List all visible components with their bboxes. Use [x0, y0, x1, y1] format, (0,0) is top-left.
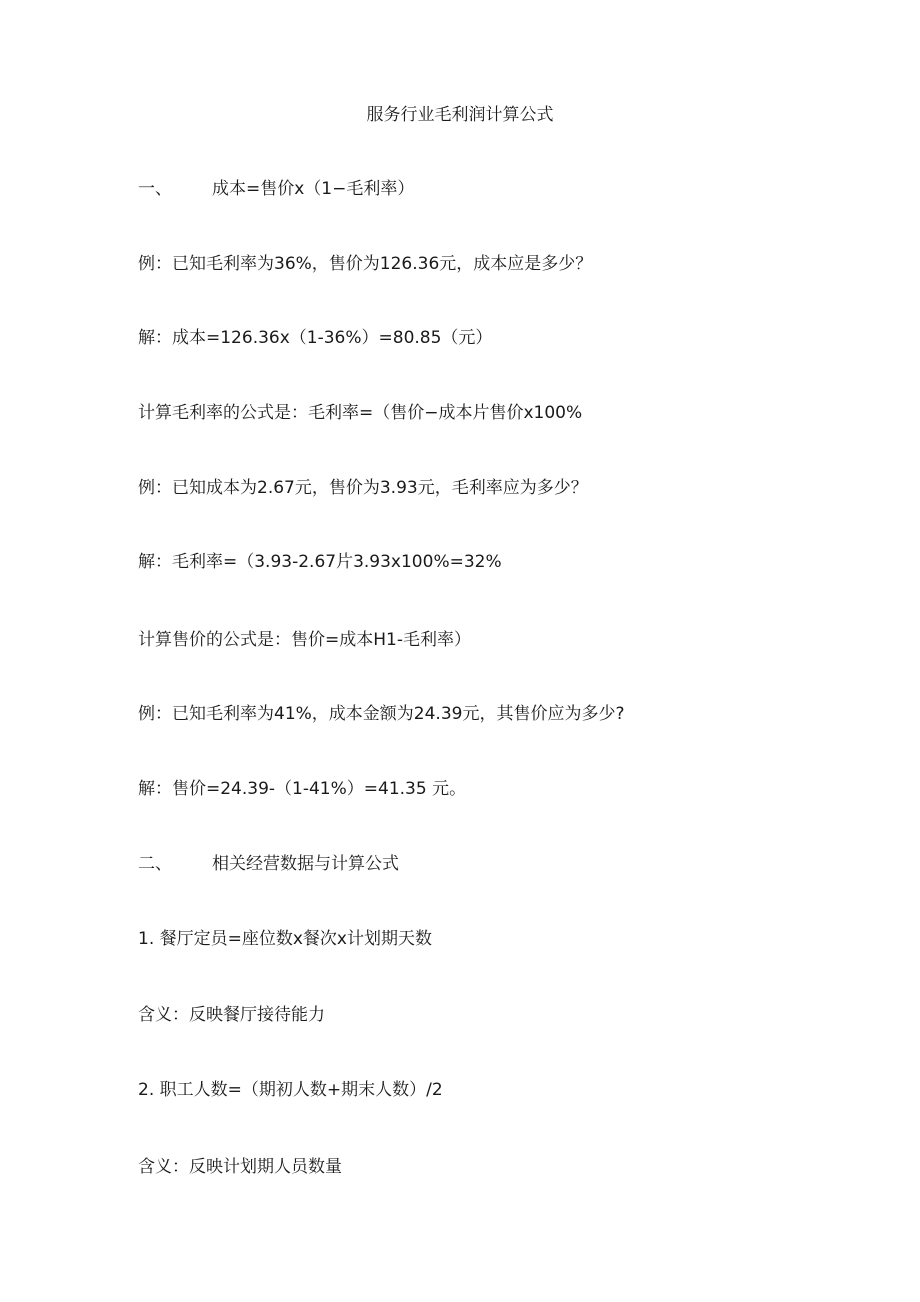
restaurant-staffing-formula: 1. 餐厅定员=座位数x餐次x计划期天数: [138, 929, 432, 949]
example-3-solution: 解：售价=24.39-（1-41%）=41.35 元。: [138, 779, 467, 799]
employee-count-formula: 2. 职工人数=（期初人数+期末人数）/2: [138, 1080, 443, 1100]
example-2-question: 例：已知成本为2.67元，售价为3.93元，毛利率应为多少？: [138, 478, 588, 498]
section-1-formula: 成本=售价x（1−毛利率）: [212, 179, 415, 199]
document-title: 服务行业毛利润计算公式: [366, 105, 554, 125]
example-2-solution: 解：毛利率=（3.93-2.67片3.93x100%=32%: [138, 552, 502, 572]
restaurant-staffing-meaning: 含义：反映餐厅接待能力: [138, 1005, 325, 1025]
example-1-question: 例：已知毛利率为36%，售价为126.36元，成本应是多少？: [138, 254, 593, 274]
example-3-question: 例：已知毛利率为41%，成本金额为24.39元，其售价应为多少?: [138, 704, 625, 724]
section-2-title: 相关经营数据与计算公式: [212, 854, 399, 874]
example-1-solution: 解：成本=126.36x（1-36%）=80.85（元）: [138, 328, 493, 348]
gross-margin-formula: 计算毛利率的公式是：毛利率=（售价−成本片售价x100%: [138, 403, 583, 423]
section-1-heading: [138, 177, 414, 201]
section-1-number: 一、: [138, 179, 172, 199]
section-2-heading: [138, 852, 399, 876]
section-2-number: 二、: [138, 854, 172, 874]
employee-count-meaning: 含义：反映计划期人员数量: [138, 1157, 342, 1177]
selling-price-formula: 计算售价的公式是：售价=成本H1-毛利率）: [138, 630, 471, 650]
